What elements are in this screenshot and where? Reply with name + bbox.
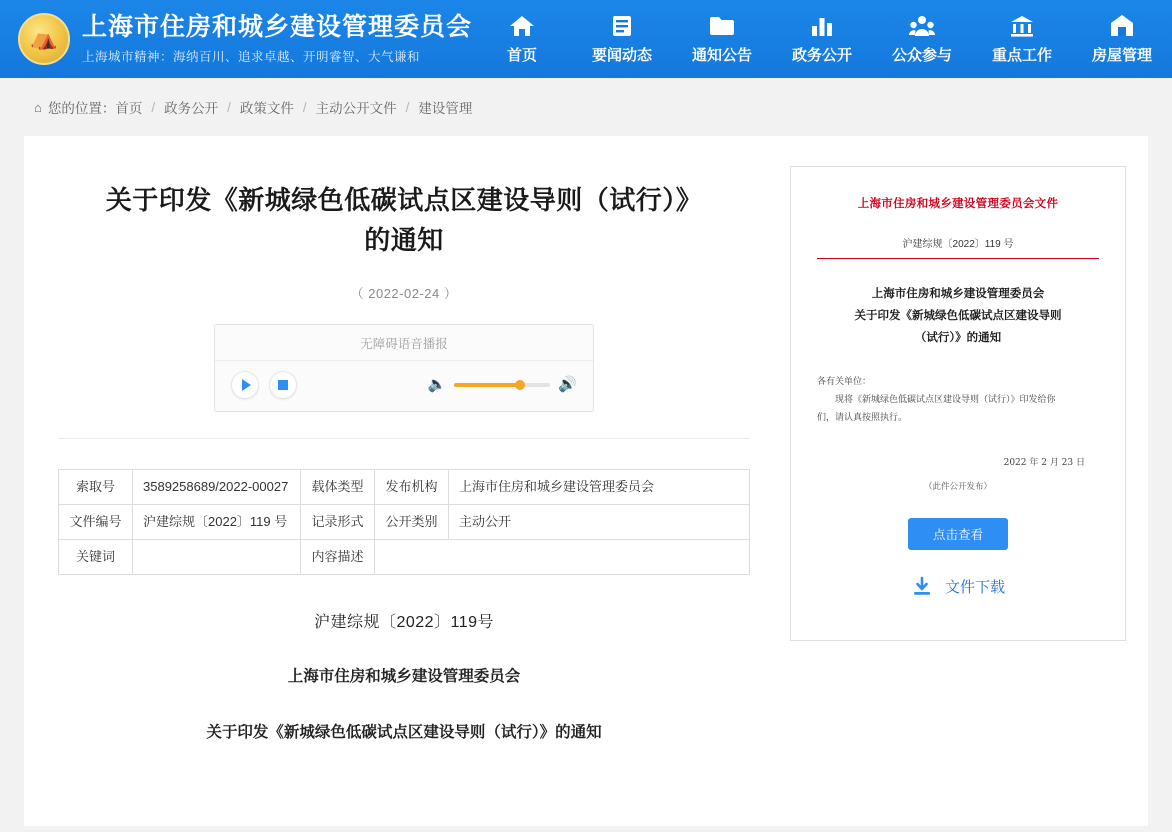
article-column (24, 136, 784, 826)
table-row (59, 539, 750, 574)
volume-control (428, 377, 577, 392)
volume-low-icon[interactable]: 🔈 (427, 376, 447, 394)
meta-value-index-number: 3589258689/2022-00027 (133, 469, 301, 504)
breadcrumb-separator: / (151, 99, 156, 115)
volume-slider-fill (454, 383, 519, 387)
breadcrumb-item-4: 建设管理 (418, 101, 473, 116)
nav-item-news[interactable] (572, 9, 672, 69)
page-title: 关于印发《新城绿色低碳试点区建设导则（试行）》的通知 (105, 185, 703, 256)
nav-item-home[interactable] (472, 9, 572, 69)
breadcrumb-item-1[interactable]: 政务公开 (164, 101, 219, 116)
meta-label-document-number: 文件编号 (59, 504, 133, 539)
stop-button[interactable] (269, 371, 297, 399)
preview-red-rule (817, 258, 1099, 259)
people-icon (909, 13, 935, 39)
preview-document-number: 沪建综规〔2022〕119 号 (902, 239, 1014, 250)
emblem-glyph: ⛺ (30, 26, 58, 51)
house-icon (1110, 13, 1134, 39)
nav-item-key-work[interactable] (972, 9, 1072, 69)
nav-item-housing-management[interactable] (1072, 9, 1172, 69)
audio-controls (215, 361, 593, 411)
site-header (0, 0, 1172, 78)
preview-body-line1: 各有关单位： (817, 376, 872, 387)
volume-slider[interactable] (454, 383, 550, 387)
document-organization-line: 上海市住房和城乡建设管理委员会 (287, 667, 521, 685)
breadcrumb-separator: / (227, 99, 231, 115)
breadcrumb-separator: / (302, 99, 307, 115)
news-icon (610, 13, 634, 39)
document-number-line: 沪建综规〔2022〕119号 (313, 613, 495, 631)
preview-title-line2: 关于印发《新城绿色低碳试点区建设导则 (854, 307, 1062, 322)
main-nav (472, 9, 1172, 69)
meta-label-content-description: 内容描述 (301, 539, 375, 574)
nav-item-notices-label: 通知公告 (692, 47, 753, 64)
nav-item-public-participation[interactable] (872, 9, 972, 69)
document-subject-line: 关于印发《新城绿色低碳试点区建设导则（试行）》的通知 (206, 723, 602, 741)
nav-item-housing-management-label: 房屋管理 (1092, 47, 1153, 64)
divider (58, 438, 750, 439)
audio-player-caption: 无障碍语音播报 (215, 325, 593, 361)
nav-item-public-participation-label: 公众参与 (892, 47, 953, 64)
nav-item-news-label: 要闻动态 (592, 47, 653, 64)
brand-block (82, 13, 472, 65)
nav-item-key-work-label: 重点工作 (992, 47, 1053, 64)
table-row (59, 469, 750, 504)
meta-label-issuing-agency: 发布机构 (375, 469, 449, 504)
home-icon: ⌂ (34, 99, 42, 115)
meta-value-issuing-agency: 上海市住房和城乡建设管理委员会 (449, 469, 750, 504)
play-button[interactable] (231, 371, 259, 399)
chart-icon (810, 13, 834, 39)
preview-date: 2022 年 2 月 23 日 (1003, 457, 1085, 468)
breadcrumb-separator: / (405, 99, 410, 115)
site-subtitle: 上海城市精神：海纳百川、追求卓越、开明睿智、大气谦和 (82, 49, 421, 64)
breadcrumb-item-2[interactable]: 政策文件 (239, 101, 294, 116)
volume-slider-knob[interactable] (515, 380, 525, 390)
stop-icon (278, 380, 288, 390)
preview-body (817, 373, 1099, 427)
breadcrumb-item-0[interactable]: 首页 (115, 101, 143, 116)
sidebar-column (784, 136, 1144, 826)
preview-title-line3: （试行）》的通知 (914, 329, 1002, 344)
meta-label-record-form: 记录形式 (301, 504, 375, 539)
breadcrumb-prefix: 您的位置： (47, 101, 116, 116)
bank-icon (1010, 13, 1034, 39)
document-preview-card (790, 166, 1126, 641)
view-document-button[interactable]: 点击查看 (908, 518, 1008, 550)
site-title: 上海市住房和城乡建设管理委员会 (82, 13, 473, 42)
meta-value-disclosure-category: 主动公开 (449, 504, 750, 539)
preview-title-line1: 上海市住房和城乡建设管理委员会 (871, 286, 1045, 300)
meta-label-carrier-type: 载体类型 (301, 469, 375, 504)
publish-date: （ 2022-02-24 ） (350, 285, 458, 301)
preview-title (817, 283, 1099, 349)
content-shell (24, 136, 1148, 826)
download-file-link[interactable] (817, 576, 1099, 598)
preview-body-line3: 们，请认真按照执行。 (817, 412, 908, 423)
government-emblem-icon (18, 13, 70, 65)
download-file-label: 文件下载 (944, 579, 1005, 597)
nav-item-notices[interactable] (672, 9, 772, 69)
folder-icon (709, 13, 735, 39)
meta-value-document-number: 沪建综规〔2022〕119 号 (133, 504, 301, 539)
preview-note: （此件公开发布） (923, 481, 992, 492)
play-icon (242, 379, 251, 391)
nav-item-government-affairs[interactable] (772, 9, 872, 69)
preview-body-line2: 现将《新城绿色低碳试点区建设导则（试行）》印发给你 (835, 394, 1056, 405)
audio-player (214, 324, 594, 412)
nav-item-home-label: 首页 (507, 47, 538, 64)
download-icon (911, 576, 933, 598)
meta-value-keywords (133, 539, 301, 574)
preview-header: 上海市住房和城乡建设管理委员会文件 (857, 198, 1059, 210)
volume-high-icon[interactable]: 🔊 (558, 376, 577, 394)
nav-item-government-affairs-label: 政务公开 (792, 47, 853, 64)
breadcrumb (0, 78, 1172, 136)
meta-label-keywords: 关键词 (59, 539, 133, 574)
meta-label-disclosure-category: 公开类别 (375, 504, 449, 539)
table-row (59, 504, 750, 539)
home-icon (509, 13, 535, 39)
meta-label-index-number: 索取号 (59, 469, 133, 504)
meta-value-content-description (375, 539, 750, 574)
breadcrumb-item-3[interactable]: 主动公开文件 (315, 101, 397, 116)
document-meta-table (58, 469, 750, 575)
